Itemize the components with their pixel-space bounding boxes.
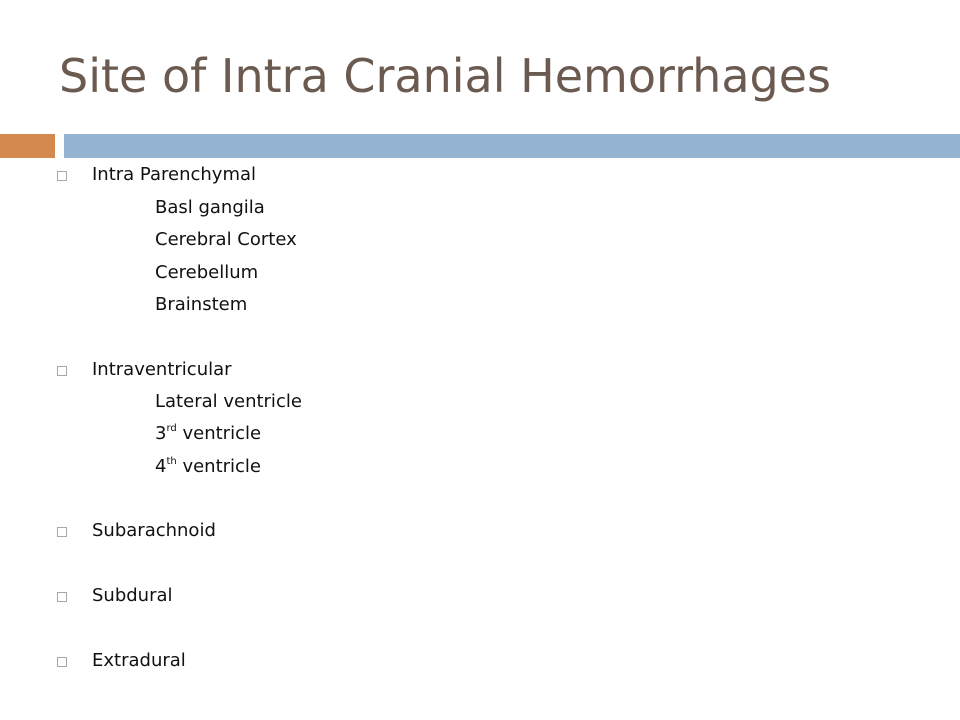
accent-bar-orange: [0, 134, 55, 158]
bullet-extradural: Extradural: [92, 650, 186, 671]
bullet-square-icon: [57, 171, 67, 181]
subitem-lateral-ventricle: Lateral ventricle: [155, 391, 302, 412]
ordinal-suffix: th: [166, 456, 177, 467]
subitem-cerebral-cortex: Cerebral Cortex: [155, 229, 297, 250]
subitem-cerebellum: Cerebellum: [155, 262, 259, 283]
bullet-subdural: Subdural: [92, 585, 173, 606]
slide-title: Site of Intra Cranial Hemorrhages: [59, 49, 831, 103]
subitem-third-ventricle: [155, 423, 261, 445]
subitem-brainstem: Brainstem: [155, 294, 248, 315]
subitem-text: ventricle: [176, 423, 262, 444]
bullet-subarachnoid: Subarachnoid: [92, 520, 216, 541]
ordinal-number: 3: [155, 423, 167, 444]
accent-bar-blue: [64, 134, 960, 158]
subitem-fourth-ventricle: [155, 456, 261, 478]
subitem-text: ventricle: [176, 456, 262, 477]
ordinal-number: 4: [155, 456, 167, 477]
bullet-square-icon: [57, 657, 67, 667]
bullet-square-icon: [57, 366, 67, 376]
bullet-intraventricular: Intraventricular: [92, 359, 232, 380]
bullet-square-icon: [57, 592, 67, 602]
subitem-basal-ganglia: Basl gangila: [155, 197, 265, 218]
bullet-intra-parenchymal: Intra Parenchymal: [92, 164, 257, 185]
ordinal-suffix: rd: [166, 423, 177, 434]
bullet-square-icon: [57, 527, 67, 537]
